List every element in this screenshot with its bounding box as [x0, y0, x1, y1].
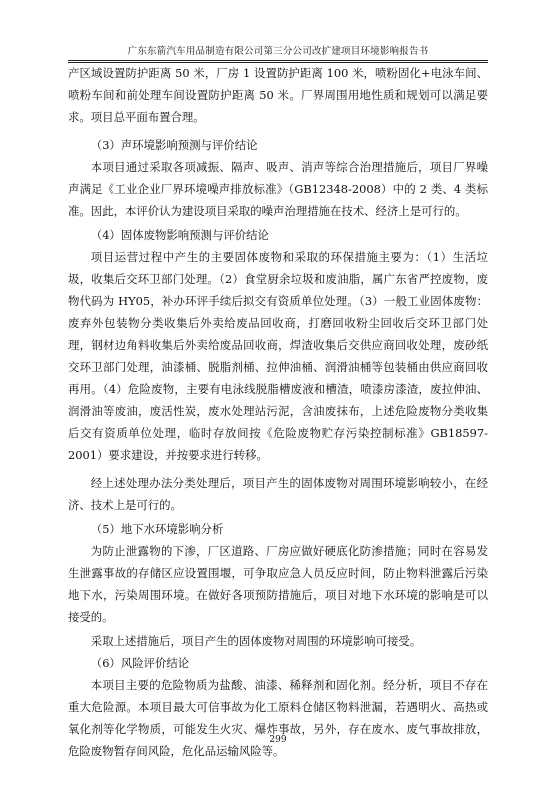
header-title: 广东东箭汽车用品制造有限公司第三分公司改扩建项目环境影响报告书	[127, 46, 429, 57]
paragraph-solid-waste-summary: 经上述处理办法分类处理后，项目产生的固体废物对周围环境影响较小，在经济、技术上是可行的。	[68, 476, 488, 512]
section-heading-solid-waste: （4）固体废物影响预测与评价结论	[90, 228, 269, 242]
paragraph-layout-conclusion: 产区域设置防护距离 50 米，厂房 1 设置防护距离 100 米，喷粉固化+电泳车间、喷粉车间和前处理车间设置防护距离 50 米。厂界周围用地性质和规划可以满足要求。项目总平面布置合理。	[68, 66, 488, 124]
paragraph-solid-waste: 项目运营过程中产生的主要固体废物和采取的环保措施主要为：（1）生活垃圾，收集后交环卫部门处理。（2）食堂厨余垃圾和废油脂，属广东省严控废物，废物代码为 HY05，补办环评手续后拟交有资质单位处理。（3）一般工业固体废物：废弃外包装物分类收集后外卖给废品回收商，打磨回收粉尘回收后交环卫部门处理，钢材边角料收集后外卖给废品回收商，焊渣收集后交供应商回收处理，废砂纸交环卫部门处理，油漆桶、脱脂剂桶、拉伸油桶、润滑油桶等包装桶由供应商回收再用。（4）危险废物，主要有电泳线脱脂槽废液和槽渣，喷漆房漆渣，废拉伸油、润滑油等废油，废活性炭，废水处理站污泥，含油废抹布，上述危险废物分类收集后交有资质单位处理，临时存放间按《危险废物贮存污染控制标准》GB18597-2001）要求建设，并按要求进行转移。	[68, 250, 488, 462]
document-body	[68, 62, 488, 762]
page-header	[68, 43, 488, 61]
paragraph-noise: 本项目通过采取各项减振、隔声、吸声、消声等综合治理措施后，项目厂界噪声满足《工业企业厂界环境噪声排放标准》（GB12348-2008）中的 2 类、4 类标准。因此，本评价认为建设项目采取的噪声治理措施在技术、经济上是可行的。	[68, 160, 488, 218]
section-heading-risk: （6）风险评价结论	[90, 656, 190, 670]
section-heading-groundwater: （5）地下水环境影响分析	[90, 522, 224, 536]
paragraph-groundwater: 为防止泄露物的下渗，厂区道路、厂房应做好硬底化防渗措施；同时在容易发生泄露事故的存储区应设置围堰，可争取应急人员反应时间，防止物料泄露后污染地下水，污染周围环境。在做好各项预防措施后，项目对地下水环境的影响是可以接受的。	[68, 544, 488, 624]
section-heading-noise: （3）声环境影响预测与评价结论	[90, 138, 258, 152]
paragraph-groundwater-summary: 采取上述措施后，项目产生的固体废物对周围的环境影响可接受。	[90, 634, 422, 648]
paragraph-risk: 本项目主要的危险物质为盐酸、油漆、稀释剂和固化剂。经分析，项目不存在重大危险源。本项目最大可信事故为化工原料仓储区物料泄漏，若遇明火、高热或氧化剂等化学物质，可能发生火灾、爆炸事故，另外，存在废水、废气事故排放，危险废物暂存间风险，危化品运输风险等。	[68, 678, 488, 758]
page-number: 299	[269, 735, 287, 745]
